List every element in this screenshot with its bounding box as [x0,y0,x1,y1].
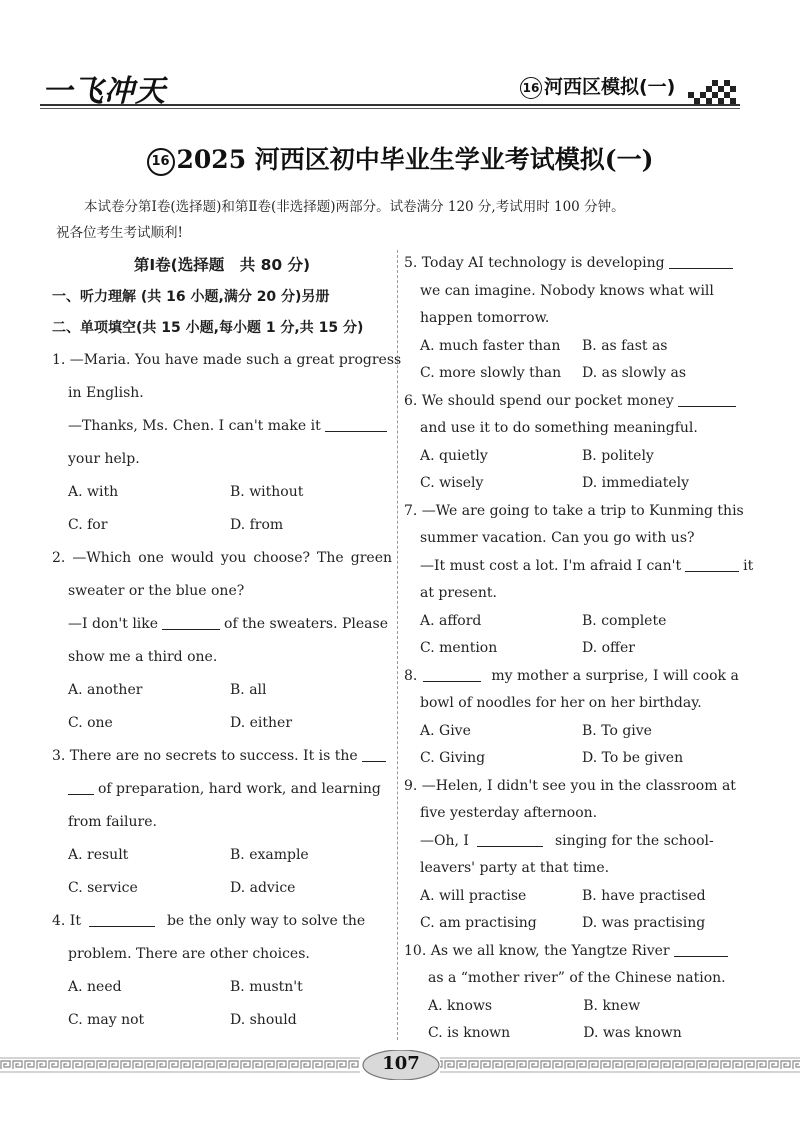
section-title: 河西区模拟(一) [544,76,676,98]
question-text: 3. There are no secrets to success. It is the [52,748,358,764]
option-c: C. am practising [420,915,537,931]
question-1 [52,346,402,544]
option-d: D. immediately [582,475,690,491]
option-d: D. To be given [582,750,684,766]
option-d: D. from [230,517,284,533]
option-b: B. as fast as [582,337,668,354]
question-line: at present. [420,585,497,601]
title-text: 2025 河西区初中毕业生学业考试模拟(一) [176,145,654,174]
question-line: happen tomorrow. [420,310,550,326]
options-row [404,718,744,746]
options-row [404,910,744,938]
question-text: of the sweaters. Please [224,616,388,632]
option-d: D. was practising [582,915,706,931]
answer-blank [89,912,155,927]
intro-line-1: 本试卷分第Ⅰ卷(选择题)和第Ⅱ卷(非选择题)两部分。试卷满分 120 分,考试用时 100 分钟。 [84,199,625,215]
section-label [520,72,675,99]
option-a: A. Give [420,722,471,739]
option-c: C. for [68,517,108,533]
option-d: D. advice [230,880,296,896]
option-b: B. politely [582,447,654,464]
answer-blank [362,747,386,762]
checker-pattern-icon [688,80,740,104]
option-c: C. service [68,880,138,896]
question-line: five yesterday afternoon. [420,805,598,821]
options-row [404,443,744,471]
question-2 [52,544,392,742]
question-line: show me a third one. [68,649,218,665]
question-text: 5. Today AI technology is developing [404,255,665,271]
answer-blank [674,942,728,957]
option-c: C. Giving [420,750,486,766]
answer-blank [678,392,736,407]
options-row [404,883,744,911]
option-a: A. knows [428,997,493,1014]
question-3 [52,742,392,907]
option-a: A. with [68,484,119,500]
question-text: 6. We should spend our pocket money [404,392,674,409]
option-b: B. mustn't [230,979,303,995]
options-row [52,841,392,874]
right-column [404,250,754,1048]
question-text: 4. It [52,913,81,929]
question-line [52,907,392,940]
options-row [52,478,392,511]
section-number-badge: 16 [520,77,542,99]
column-divider [397,250,398,1040]
question-line [404,938,744,966]
question-line: from failure. [68,814,157,830]
question-text: —It must cost a lot. I'm afraid I can't [420,557,682,574]
answer-blank [685,557,739,572]
question-line: summer vacation. Can you go with us? [420,530,695,546]
section-single-choice: 二、单项填空(共 15 小题,每小题 1 分,共 15 分) [52,320,364,336]
options-row [52,511,392,544]
question-text: —I don't like [68,616,159,632]
question-line: we can imagine. Nobody knows what will [420,282,714,299]
option-c: C. one [68,715,113,731]
question-text: 10. As we all know, the Yangtze River [404,942,670,959]
question-line [404,250,744,278]
question-line [404,828,744,856]
question-line: and use it to do something meaningful. [420,420,698,436]
question-text: singing for the school- [554,832,714,849]
option-b: B. complete [582,612,667,629]
option-b: B. have practised [582,887,706,904]
option-a: A. afford [420,612,482,629]
question-line: as a “mother river” of the Chinese nation. [428,970,726,986]
question-line: 2. —Which one would you choose? The green [52,550,392,566]
question-text: —Thanks, Ms. Chen. I can't make it [68,418,321,434]
question-5 [404,250,744,388]
option-d: D. offer [582,640,635,656]
header-rule [40,104,740,106]
question-text: it [743,557,754,574]
question-text: of preparation, hard work, and learning [98,781,381,797]
option-b: B. without [230,484,304,500]
option-b: B. all [230,682,267,698]
intro-line-2: 祝各位考生考试顺利! [56,225,183,241]
option-c: C. is known [428,1025,511,1041]
option-a: A. result [68,847,129,863]
option-d: D. was known [583,1025,682,1041]
question-line [52,742,392,775]
options-row [52,973,392,1006]
question-line: sweater or the blue one? [68,583,245,599]
option-a: A. much faster than [420,337,561,354]
question-line: bowl of noodles for her on her birthday. [420,695,702,711]
answer-blank [68,780,94,795]
question-4 [52,907,392,1039]
question-line: 1. —Maria. You have made such a great progress [52,352,402,368]
option-a: A. another [68,682,143,698]
question-text: 8. [404,667,418,684]
question-line [404,553,754,581]
answer-blank [423,667,481,682]
question-line [404,663,744,691]
option-d: D. as slowly as [582,365,687,381]
option-a: A. need [68,979,122,995]
question-text: —Oh, I [420,832,469,849]
question-text: my mother a surprise, I will cook a [491,667,739,684]
options-row [404,608,744,636]
options-row [52,874,392,907]
title-number-badge: 16 [147,148,175,176]
option-c: C. mention [420,640,498,656]
option-d: D. should [230,1012,297,1028]
exam-intro [56,194,756,246]
question-line: your help. [68,451,140,467]
part1-title: 第Ⅰ卷(选择题 共 80 分) [133,256,311,274]
page-number: 107 [382,1053,420,1074]
answer-blank [477,832,543,847]
question-line [404,388,744,416]
exam-title [0,140,800,176]
options-row [52,676,392,709]
option-c: C. may not [68,1012,145,1028]
question-line [52,775,392,808]
question-line: in English. [68,385,144,401]
option-b: B. To give [582,722,652,739]
question-7 [404,498,754,663]
options-row [404,745,744,773]
options-row [404,470,744,498]
answer-blank [669,254,733,269]
options-row [404,333,744,361]
question-9 [404,773,744,938]
question-line: 7. —We are going to take a trip to Kunming this [404,502,744,519]
answer-blank [162,615,220,630]
options-row [404,993,744,1021]
options-row [404,1020,744,1048]
option-a: A. will practise [420,887,527,904]
question-line: 9. —Helen, I didn't see you in the classroom at [404,777,736,794]
option-c: C. more slowly than [420,365,562,381]
options-row [404,635,744,663]
question-line [52,610,392,643]
section-listening: 一、听力理解 (共 16 小题,满分 20 分)另册 [52,289,330,305]
left-column [52,250,402,1039]
answer-blank [325,417,387,432]
option-a: A. quietly [420,447,488,464]
question-line: leavers' party at that time. [420,860,610,876]
options-row [52,1006,392,1039]
brand-logo: 一飞冲天 [42,74,166,109]
question-10 [404,938,744,1048]
question-8 [404,663,744,773]
option-b: B. example [230,847,309,863]
question-line [52,412,392,445]
header-rule-thin [40,108,740,109]
question-6 [404,388,744,498]
option-b: B. knew [583,997,641,1014]
question-text: be the only way to solve the [166,913,366,929]
question-line: problem. There are other choices. [68,946,310,962]
options-row [404,360,744,388]
option-c: C. wisely [420,475,484,491]
options-row [52,709,392,742]
option-d: D. either [230,715,293,731]
